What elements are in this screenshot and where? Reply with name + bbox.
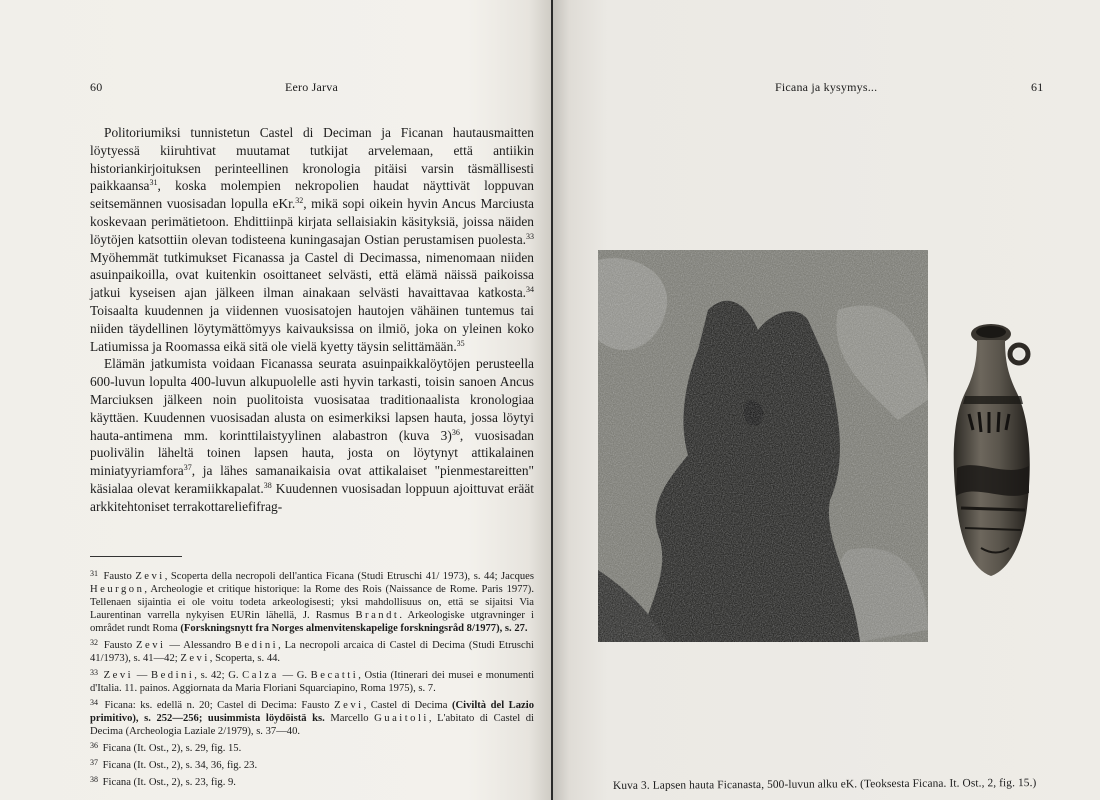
text-run: Marcello — [324, 713, 375, 724]
footnote-38 — [90, 773, 534, 789]
footnote-reference: 33 — [526, 231, 534, 241]
text-run: , vuosisadan puolivälin läheltä toinen lapsen hauta, josta on löytynyt attikalainen miniatyyriamfora — [90, 427, 535, 479]
running-head-author: Eero Jarva — [285, 80, 338, 94]
text-run: Ficana: ks. edellä n. 20; Castel di Decima: Fausto — [104, 700, 335, 711]
author-surname: Zevi — [103, 670, 134, 681]
author-surname: Becatti — [310, 670, 359, 681]
author-surname: Bedini — [234, 640, 279, 651]
text-run: Ficana (It. Ost., 2), s. 34, 36, fig. 23. — [102, 760, 258, 771]
footnote-number: 34 — [90, 698, 98, 707]
footnote-reference: 35 — [456, 338, 465, 348]
footnote-number: 38 — [90, 775, 98, 784]
footnote-number: 31 — [90, 569, 98, 578]
footnote-34 — [90, 696, 534, 738]
figure-caption: Kuva 3. Lapsen hauta Ficanasta, 500-luvun alku eK. (Teoksesta Ficana. It. Ost., 2, fig. 15.) — [612, 777, 1037, 792]
text-run: Myöhemmät tutkimukset Ficanassa ja Castel di Decimassa, nimenomaan niiden asuinpaikoilla, ovat kuitenkin osoittaneet selvästi, että elämä näissä paikoissa jatkui kyseisen ajan jälkeen ilman ainakaan selvästi havaittavaa katkosta. — [90, 249, 534, 301]
footnote-reference: 38 — [263, 480, 272, 490]
author-surname: Bedini — [151, 670, 195, 681]
text-run: Fausto — [103, 640, 137, 651]
footnote-31 — [90, 567, 534, 635]
bold-text: (Civiltà del Lazio primitivo), s. 252—256; uusimmista löydöistä ks. — [90, 700, 534, 724]
text-run: Elämän jatkumista voidaan Ficanassa seurata asuinpaikkalöytöjen perusteella 600-luvun lopulta 400-luvun alkupuolelle asti hyvin tarkasti, toisin sanoen Ancus Marciuksen jälkeen noin puolitoista vuosisataa traditionaalista kronologiaa käyttäen. Kuudennen vuosisadan alusta on esimerkiksi lapsen hauta, jossa löytyi hauta-antimena mm. korinttilaistyylinen alabastron (kuva 3) — [90, 356, 534, 443]
alabastron-vase — [951, 318, 1035, 580]
text-run: , Ostia (Itinerari dei musei e monumenti d'Italia. 11. painos. Aggiornata da Maria Floriani Squarciapino, Roma 1975), s. 7. — [90, 670, 535, 694]
grave-photo-image — [598, 250, 928, 642]
text-run: , Archeologie et critique historique: la Rome des Rois (Naissance de Rome. Paris 1977). Tellenaen sijaintia ei ole voitu todeta arkeologisesti; yksi mahdollisuus on, että se sijaitsi Via Laurentinan varrella nykyisen EURin lähellä, J. Rasmus — [90, 584, 534, 621]
text-run: , mikä sopi oikein hyvin Ancus Marciusta koskevaan perimätietoon. Ehdittiinpä kirjata sellaisiakin käsityksiä, joissa näiden löytöjen katsottiin olevan todisteena kuningasajan Ostian perustamisen puolesta. — [90, 196, 534, 247]
text-run: , La necropoli arcaica di Castel di Decima (Studi Etruschi 41/1973), s. 41—42; — [90, 640, 534, 664]
footnote-reference: 37 — [183, 463, 192, 473]
author-surname: Zevi — [334, 700, 364, 711]
footnote-number: 33 — [90, 668, 98, 677]
text-run: Ficana (It. Ost., 2), s. 29, fig. 15. — [102, 743, 242, 754]
paragraph-2 — [90, 355, 534, 515]
text-run: , Scoperta della necropoli dell'antica Ficana (Studi Etruschi 41/ 1973), s. 44; Jacques — [164, 571, 534, 582]
footnote-reference: 36 — [451, 427, 460, 437]
author-surname: Calza — [242, 670, 279, 681]
footnote-reference: 31 — [149, 178, 158, 188]
text-run: — — [133, 670, 152, 681]
footnote-36 — [90, 739, 534, 755]
text-run: Ficana (It. Ost., 2), s. 23, fig. 9. — [102, 777, 236, 788]
author-surname: Brandt — [355, 610, 400, 621]
footnote-number: 37 — [90, 758, 98, 767]
footnote-37 — [90, 756, 534, 772]
footnote-33 — [90, 666, 534, 695]
author-surname: Zevi — [180, 653, 210, 664]
footnote-reference: 32 — [295, 196, 304, 206]
footnote-rule — [90, 556, 182, 557]
author-surname: Zevi — [135, 571, 165, 582]
body-text — [90, 124, 534, 516]
footnote-number: 36 — [90, 741, 98, 750]
grave-photograph — [598, 250, 928, 642]
text-run: . Arkeologiske utgravninger i området rundt Roma — [90, 610, 534, 634]
text-run: , L'abitato di Castel di Decima (Archeologia Laziale 2/1979), s. 37—40. — [90, 713, 534, 737]
text-run: , s. 42; G. — [194, 670, 243, 681]
page-number-right: 61 — [1031, 80, 1044, 94]
right-page — [553, 0, 1100, 800]
running-head-title: Ficana ja kysymys... — [775, 80, 878, 94]
author-surname: Heurgon — [90, 584, 145, 595]
page-number-left: 60 — [90, 80, 103, 94]
footnotes — [90, 567, 534, 790]
alabastron-image — [951, 318, 1035, 580]
author-surname: Guaitoli — [374, 713, 429, 724]
text-run: , Scoperta, s. 44. — [209, 653, 281, 664]
text-run: Politoriumiksi tunnistetun Castel di Deciman ja Ficanan hautausmaitten löytyessä kiiruhtivat muutamat tutkijat arvelemaan, että antiikin historiankirjoituksen perinteellinen kronologia pitäisi varsin täsmällisesti paikkaansa — [90, 125, 534, 194]
text-run: , Castel di Decima — [363, 700, 452, 711]
footnote-reference: 34 — [526, 285, 534, 295]
text-run: — G. — [278, 670, 311, 681]
footnote-32 — [90, 636, 534, 665]
text-run: , koska molempien nekropolien haudat näyttivät loppuvan seitsemännen vuosisadan lopulla eKr. — [90, 178, 534, 212]
paragraph-1 — [90, 124, 534, 355]
bold-text: (Forskningsnytt fra Norges almenvitenskapelige forskningsråd 8/1977), s. 27. — [180, 623, 528, 634]
text-run: — Alessandro — [165, 640, 235, 651]
text-run: , ja lähes samanaikaisia ovat attikalaiset "pienmestareitten" käsialaa olevat keramiikkapalat. — [90, 463, 534, 496]
text-run: Toisaalta kuudennen ja viidennen vuosisatojen hautojen vähäinen tuntemus tai niiden täydellinen löytymättömyys kaivauksissa on ilmiö, joka on yleinen koko Latiumissa ja Roomassa eikä sitä ole vielä kyetty täysin selittämään. — [90, 302, 534, 354]
text-run: Kuudennen vuosisadan loppuun ajoittuvat eräät arkkitehtoniset terrakottareliefifrag- — [90, 480, 534, 514]
text-run: Fausto — [103, 571, 136, 582]
author-surname: Zevi — [136, 640, 166, 651]
footnote-number: 32 — [90, 638, 98, 647]
